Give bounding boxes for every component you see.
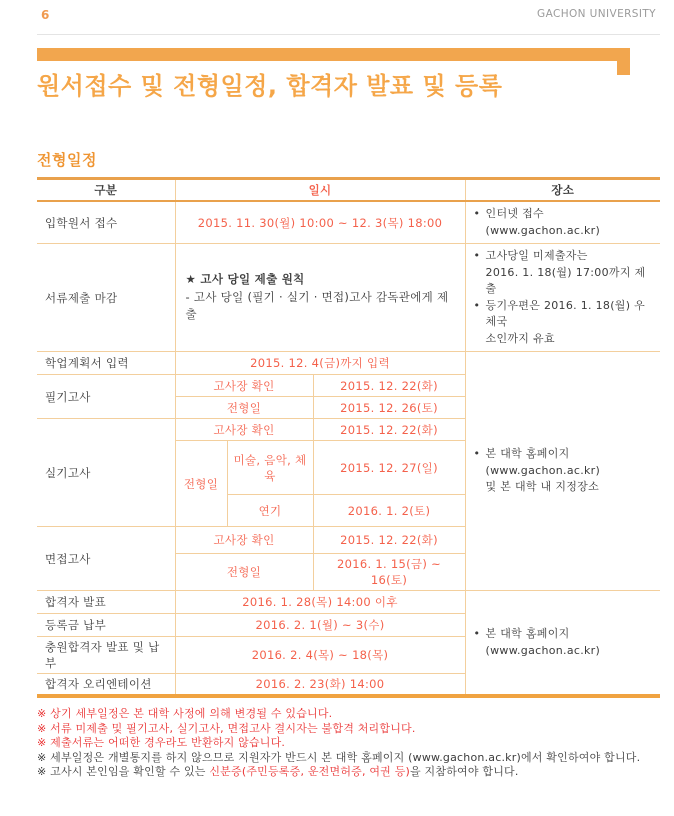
cell-interview-label: 면접고사	[37, 527, 175, 591]
title-accent-tab	[617, 61, 630, 75]
schedule-table	[37, 177, 660, 698]
title-accent-bar	[37, 48, 630, 61]
footnote-1: ※ 상기 세부일정은 본 대학 사정에 의해 변경될 수 있습니다.	[37, 707, 333, 720]
location-text: 등기우편은 2016. 1. 18(월) 우체국	[485, 298, 646, 328]
cell-interview-exam-label: 전형일	[175, 554, 313, 591]
cell-orientation-label: 합격자 오리엔테이션	[37, 674, 175, 697]
page-title: 원서접수 및 전형일정, 합격자 발표 및 등록	[37, 72, 503, 100]
cell-waitlist-date: 2016. 2. 4(목) ~ 18(목)	[175, 637, 465, 674]
title-banner	[37, 48, 660, 101]
footnote-5-prefix: ※ 고사시 본인임을 확인할 수 있는	[37, 765, 210, 778]
location-text: 및 본 대학 내 지정장소	[485, 480, 600, 494]
bullet-icon: •	[473, 627, 481, 640]
footnote-5-suffix: 을 지참하여야 합니다.	[410, 765, 519, 778]
footnotes	[37, 707, 660, 779]
bullet-icon: •	[473, 298, 481, 312]
footnote-4: ※ 세부일정은 개별통지를 하지 않으므로 지원자가 반드시 본 대학 홈페이지 (www.gachon.ac.kr)에서 확인하여야 합니다.	[37, 750, 641, 764]
documents-rule-line: ★ 고사 당일 제출 원칙	[185, 271, 305, 286]
page-number: 6	[41, 8, 50, 22]
cell-written-check-date: 2015. 12. 22(화)	[313, 375, 465, 397]
cell-waitlist-label: 충원합격자 발표 및 납부	[37, 637, 175, 674]
cell-campus-location	[465, 352, 660, 591]
table-row	[37, 352, 660, 375]
location-text: 2016. 1. 18(월) 17:00까지 제출	[485, 265, 646, 295]
cell-documents-location	[465, 244, 660, 352]
cell-plan-date: 2015. 12. 4(금)까지 입력	[175, 352, 465, 375]
cell-announce-date: 2016. 1. 28(목) 14:00 이후	[175, 591, 465, 614]
location-text: 본 대학 홈페이지(www.gachon.ac.kr)	[485, 447, 601, 477]
cell-practical-exam-label: 전형일	[175, 441, 227, 527]
cell-practical-acting-date: 2016. 1. 2(토)	[313, 495, 465, 527]
header-category: 구분	[37, 179, 175, 202]
cell-orientation-date: 2016. 2. 23(화) 14:00	[175, 674, 465, 697]
bullet-icon: •	[473, 447, 481, 461]
location-text: 본 대학 홈페이지 (www.gachon.ac.kr)	[485, 627, 601, 657]
cell-homepage-location	[465, 591, 660, 697]
university-brand: GACHON UNIVERSITY	[537, 8, 656, 20]
documents-submit-line: - 고사 당일 (필기 · 실기 · 면접)고사 감독관에게 제출	[185, 289, 449, 322]
cell-practical-check-label: 고사장 확인	[175, 419, 313, 441]
table-row	[37, 201, 660, 244]
footnote-5	[37, 765, 660, 779]
cell-tuition-date: 2016. 2. 1(월) ~ 3(수)	[175, 614, 465, 637]
cell-practical-label: 실기고사	[37, 419, 175, 527]
bullet-icon: •	[473, 249, 481, 262]
cell-written-check-label: 고사장 확인	[175, 375, 313, 397]
header-datetime: 일시	[175, 179, 465, 202]
table-row	[37, 591, 660, 614]
cell-documents-detail	[175, 244, 465, 352]
table-row	[37, 244, 660, 352]
cell-practical-check-date: 2015. 12. 22(화)	[313, 419, 465, 441]
cell-announce-label: 합격자 발표	[37, 591, 175, 614]
cell-plan-label: 학업계획서 입력	[37, 352, 175, 375]
page-header	[37, 8, 660, 35]
cell-written-exam-label: 전형일	[175, 397, 313, 419]
bullet-icon: •	[473, 207, 481, 220]
footnote-3: ※ 제출서류는 어떠한 경우라도 반환하지 않습니다.	[37, 736, 286, 749]
section-heading: 전형일정	[37, 151, 97, 169]
cell-interview-check-date: 2015. 12. 22(화)	[313, 527, 465, 554]
cell-tuition-label: 등록금 납부	[37, 614, 175, 637]
footnote-2: ※ 서류 미제출 및 필기고사, 실기고사, 면접고사 결시자는 불합격 처리합니다.	[37, 721, 416, 735]
cell-application-date: 2015. 11. 30(월) 10:00 ~ 12. 3(목) 18:00	[175, 201, 465, 244]
cell-application-label: 입학원서 접수	[37, 201, 175, 244]
cell-documents-label: 서류제출 마감	[37, 244, 175, 352]
cell-written-exam-date: 2015. 12. 26(토)	[313, 397, 465, 419]
cell-practical-art-date: 2015. 12. 27(일)	[313, 441, 465, 495]
footnote-5-id-list: 신분증(주민등록증, 운전면허증, 여권 등)	[209, 765, 411, 778]
location-text: 소인까지 유효	[485, 331, 555, 345]
cell-practical-art-label: 미술, 음악, 체육	[227, 441, 313, 495]
location-text: 고사당일 미제출자는	[485, 249, 588, 262]
cell-written-label: 필기고사	[37, 375, 175, 419]
cell-interview-exam-date: 2016. 1. 15(금) ~ 16(토)	[313, 554, 465, 591]
table-header-row	[37, 179, 660, 202]
location-text: 인터넷 접수 (www.gachon.ac.kr)	[485, 207, 601, 237]
cell-application-location	[465, 201, 660, 244]
cell-interview-check-label: 고사장 확인	[175, 527, 313, 554]
header-location: 장소	[465, 179, 660, 202]
cell-practical-acting-label: 연기	[227, 495, 313, 527]
